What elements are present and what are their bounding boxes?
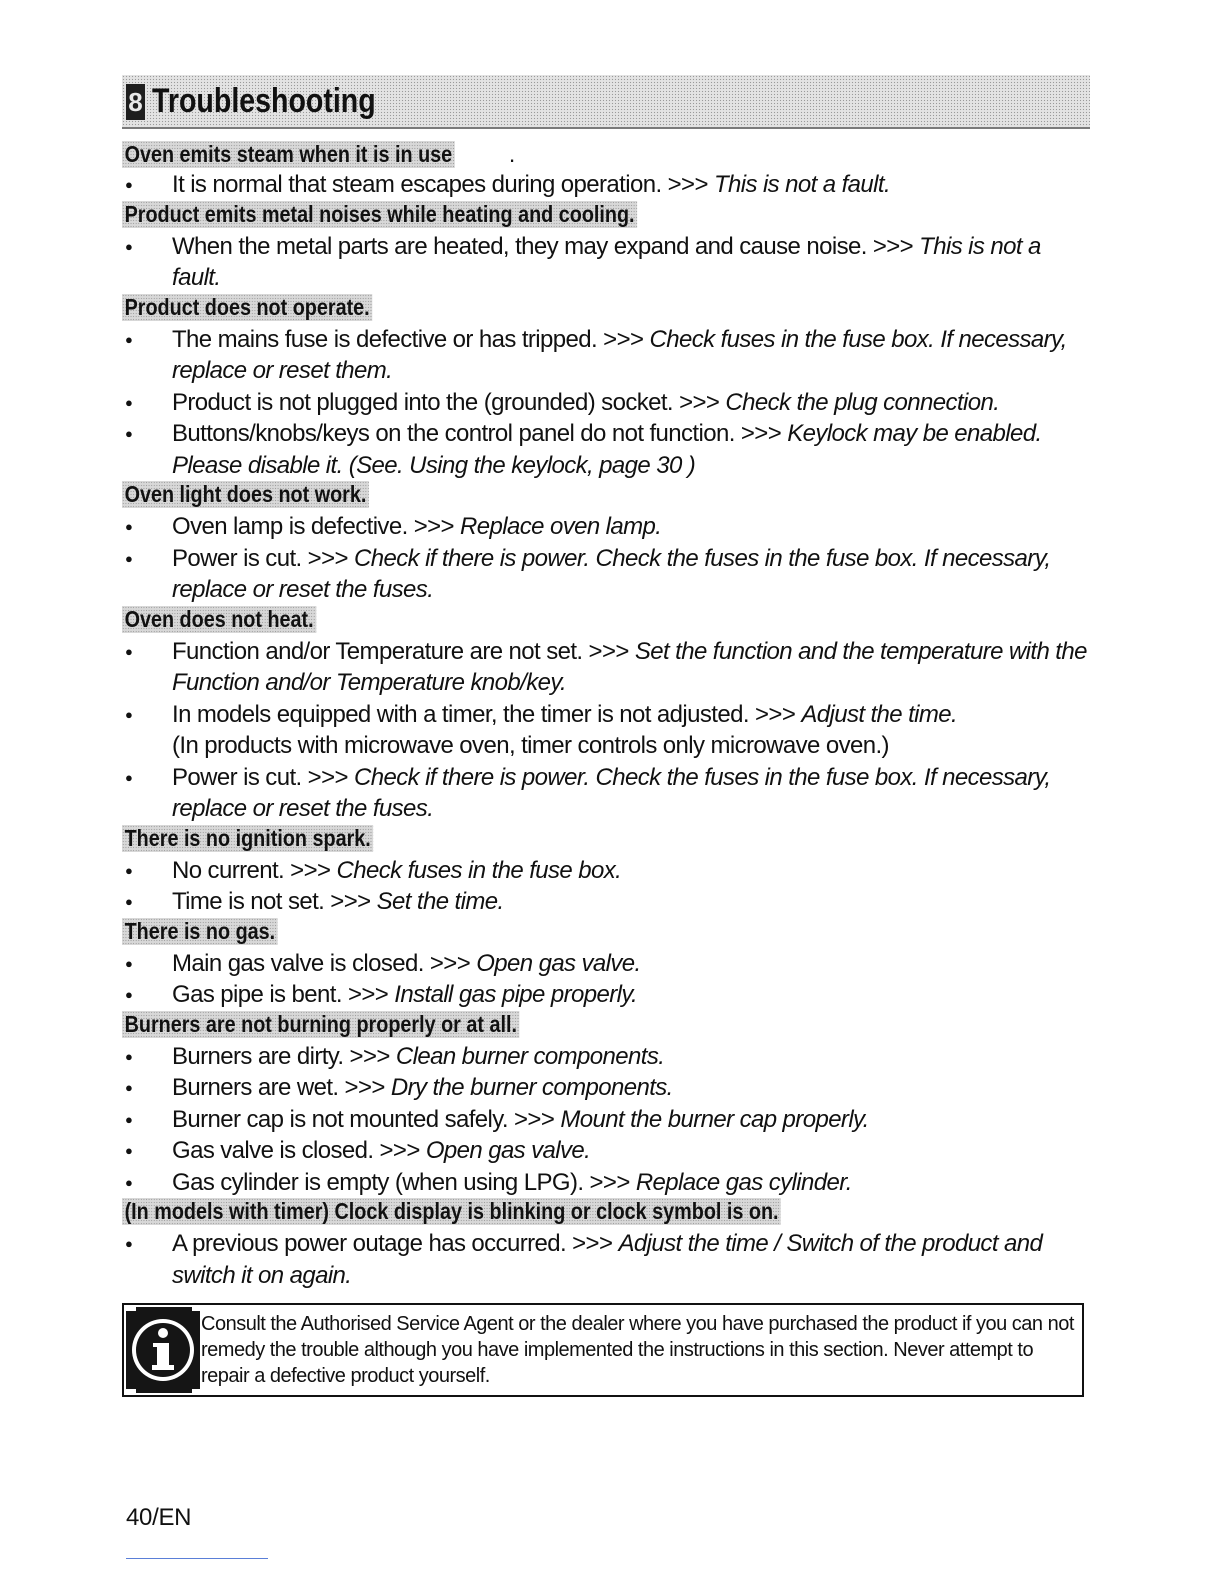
item-body bbox=[172, 543, 1090, 606]
solution-text: Replace oven lamp. bbox=[460, 513, 662, 540]
issue-title: Product does not operate. bbox=[122, 294, 372, 321]
item-body bbox=[172, 948, 1090, 980]
bullet-icon: ● bbox=[125, 426, 133, 441]
cause-text: Main gas valve is closed. >>> bbox=[172, 949, 477, 977]
info-line: Consult the Authorised Service Agent or the dealer where you have purchased the product if you can not bbox=[201, 1313, 1074, 1335]
list-item bbox=[122, 169, 1090, 201]
solution-text: Set the function and the temperature with the Function and/or Temperature knob/key. bbox=[172, 637, 1087, 696]
bullet-icon: ● bbox=[125, 550, 133, 566]
item-body bbox=[172, 231, 1090, 294]
item-body bbox=[172, 418, 1090, 481]
list-item bbox=[122, 387, 1090, 419]
note-text: (In products with microwave oven, timer controls only microwave oven.) bbox=[172, 732, 889, 759]
list-item bbox=[122, 1072, 1090, 1104]
item-body bbox=[172, 979, 1090, 1011]
issue-heading bbox=[122, 1198, 1090, 1228]
issue-title: There is no ignition spark. bbox=[122, 825, 373, 852]
cause-text: Oven lamp is defective. >>> bbox=[172, 513, 461, 540]
item-body bbox=[172, 324, 1090, 387]
cause-text: A previous power outage has occurred. >>> bbox=[172, 1230, 619, 1257]
list-item bbox=[122, 1228, 1090, 1291]
list-item bbox=[122, 699, 1090, 762]
list-item bbox=[122, 1135, 1090, 1167]
list-item bbox=[122, 1104, 1090, 1136]
item-body bbox=[172, 636, 1090, 699]
cause-text: Power is cut. >>> bbox=[172, 763, 354, 791]
item-body bbox=[172, 387, 1090, 419]
list-item bbox=[122, 1041, 1090, 1073]
issue-heading bbox=[122, 1011, 1090, 1041]
solution-text: Replace gas cylinder. bbox=[635, 1168, 852, 1196]
issue-title: Product emits metal noises while heating and cooling. bbox=[122, 201, 637, 228]
solution-text: This is not a fault. bbox=[713, 171, 891, 198]
issue-title: Oven does not heat. bbox=[122, 606, 316, 633]
item-body bbox=[172, 762, 1090, 825]
info-line: remedy the trouble although you have implemented the instructions in this section. Never attempt to bbox=[201, 1339, 1034, 1361]
cause-text: Burner cap is not mounted safely. >>> bbox=[172, 1105, 561, 1133]
solution-text: Dry the burner components. bbox=[390, 1074, 673, 1101]
list-item bbox=[122, 418, 1090, 481]
issue-heading bbox=[122, 139, 1090, 169]
issue-heading bbox=[122, 294, 1090, 324]
cause-text: Burners are wet. >>> bbox=[172, 1074, 391, 1101]
page bbox=[122, 75, 1090, 1397]
cause-text: Gas valve is closed. >>> bbox=[172, 1137, 426, 1164]
solution-text: Check if there is power. Check the fuses in the fuse box. If necessary, replace or reset the fuses. bbox=[172, 763, 1051, 822]
bullet-icon: ● bbox=[125, 1174, 133, 1190]
bullet-icon: ● bbox=[125, 894, 133, 909]
info-icon bbox=[124, 1305, 202, 1395]
list-item bbox=[122, 231, 1090, 294]
cause-text: When the metal parts are heated, they may expand and cause noise. >>> bbox=[172, 232, 920, 260]
issue-title-suffix: . bbox=[508, 141, 516, 167]
cause-text: The mains fuse is defective or has tripped. >>> bbox=[172, 325, 650, 353]
solution-text: Check the plug connection. bbox=[725, 388, 1000, 416]
item-body bbox=[172, 1167, 1090, 1199]
bullet-icon: ● bbox=[125, 1111, 133, 1127]
bullet-icon: ● bbox=[125, 1080, 133, 1095]
solution-text: Check fuses in the fuse box. If necessary, replace or reset them. bbox=[172, 325, 1067, 384]
list-item bbox=[122, 855, 1090, 887]
item-body bbox=[172, 1228, 1090, 1291]
cause-text: Time is not set. >>> bbox=[172, 888, 377, 915]
issue-title: Burners are not burning properly or at all. bbox=[122, 1011, 520, 1038]
item-body bbox=[172, 1104, 1090, 1136]
bullet-icon: ● bbox=[125, 331, 133, 347]
solution-text: Open gas valve. bbox=[476, 949, 641, 977]
issue-heading bbox=[122, 918, 1090, 948]
issue-title: (In models with timer) Clock display is blinking or clock symbol is on. bbox=[122, 1198, 781, 1225]
list-item bbox=[122, 636, 1090, 699]
bullet-icon: ● bbox=[125, 862, 133, 878]
solution-text: Adjust the time. bbox=[801, 700, 958, 728]
bullet-icon: ● bbox=[125, 955, 133, 971]
solution-text: Open gas valve. bbox=[425, 1137, 591, 1164]
issue-heading bbox=[122, 201, 1090, 231]
section-title: Troubleshooting bbox=[152, 82, 376, 120]
cause-text: Function and/or Temperature are not set. >>> bbox=[172, 637, 635, 665]
issue-heading bbox=[122, 825, 1090, 855]
issue-heading bbox=[122, 481, 1090, 511]
cause-text: No current. >>> bbox=[172, 856, 337, 884]
cause-text: It is normal that steam escapes during operation. >>> bbox=[172, 171, 714, 198]
info-box bbox=[122, 1303, 1084, 1397]
solution-text: Clean burner components. bbox=[395, 1042, 665, 1070]
cause-text: In models equipped with a timer, the timer is not adjusted. >>> bbox=[172, 700, 802, 728]
solution-text: Keylock may be enabled. Please disable it. (See. Using the keylock, page 30 ) bbox=[172, 420, 1042, 479]
list-item bbox=[122, 1167, 1090, 1199]
page-number: 40/EN bbox=[126, 1504, 192, 1531]
cause-text: Product is not plugged into the (grounded) socket. >>> bbox=[172, 388, 726, 416]
bullet-icon: ● bbox=[125, 519, 133, 534]
list-item bbox=[122, 948, 1090, 980]
list-item bbox=[122, 543, 1090, 606]
item-body bbox=[172, 855, 1090, 887]
item-body bbox=[172, 511, 1090, 543]
issue-title: Oven emits steam when it is in use bbox=[122, 141, 455, 168]
info-line: repair a defective product yourself. bbox=[201, 1365, 490, 1387]
list-item bbox=[122, 762, 1090, 825]
bullet-icon: ● bbox=[125, 1048, 133, 1064]
solution-text: Install gas pipe properly. bbox=[394, 981, 638, 1008]
bullet-icon: ● bbox=[125, 238, 133, 254]
solution-text: Mount the burner cap properly. bbox=[560, 1105, 869, 1133]
solution-text: Check if there is power. Check the fuses in the fuse box. If necessary, replace or reset the fuses. bbox=[172, 544, 1051, 603]
cause-text: Power is cut. >>> bbox=[172, 544, 354, 572]
list-item bbox=[122, 511, 1090, 543]
cause-text: Gas pipe is bent. >>> bbox=[172, 981, 395, 1008]
issue-heading bbox=[122, 606, 1090, 636]
bullet-icon: ● bbox=[125, 769, 133, 785]
item-body bbox=[172, 1135, 1090, 1167]
list-item bbox=[122, 886, 1090, 918]
list-item bbox=[122, 324, 1090, 387]
section-number: 8 bbox=[126, 84, 145, 120]
bullet-icon: ● bbox=[125, 1143, 133, 1158]
bullet-icon: ● bbox=[125, 177, 133, 192]
list-item bbox=[122, 979, 1090, 1011]
cause-text: Burners are dirty. >>> bbox=[172, 1042, 396, 1070]
issue-title: There is no gas. bbox=[122, 918, 278, 945]
cause-text: Buttons/knobs/keys on the control panel do not function. >>> bbox=[172, 420, 788, 447]
item-body bbox=[172, 1072, 1090, 1104]
bullet-icon: ● bbox=[125, 394, 133, 410]
issue-title: Oven light does not work. bbox=[122, 481, 369, 508]
bullet-icon: ● bbox=[125, 987, 133, 1002]
solution-text: This is not a fault. bbox=[172, 232, 1041, 291]
item-body bbox=[172, 886, 1090, 918]
bullet-icon: ● bbox=[125, 1236, 133, 1251]
footer-rule bbox=[126, 1558, 268, 1559]
bullet-icon: ● bbox=[125, 706, 133, 722]
cause-text: Gas cylinder is empty (when using LPG). >>> bbox=[172, 1168, 636, 1196]
solution-text: Adjust the time / Switch of the product and switch it on again. bbox=[172, 1230, 1043, 1289]
info-text bbox=[201, 1311, 1076, 1389]
item-body bbox=[172, 169, 1090, 201]
item-body bbox=[172, 1041, 1090, 1073]
section-header bbox=[122, 75, 1090, 129]
solution-text: Set the time. bbox=[376, 888, 504, 915]
solution-text: Check fuses in the fuse box. bbox=[336, 856, 622, 884]
troubleshooting-list bbox=[122, 139, 1090, 1291]
bullet-icon: ● bbox=[125, 643, 133, 659]
item-body bbox=[172, 699, 1090, 762]
